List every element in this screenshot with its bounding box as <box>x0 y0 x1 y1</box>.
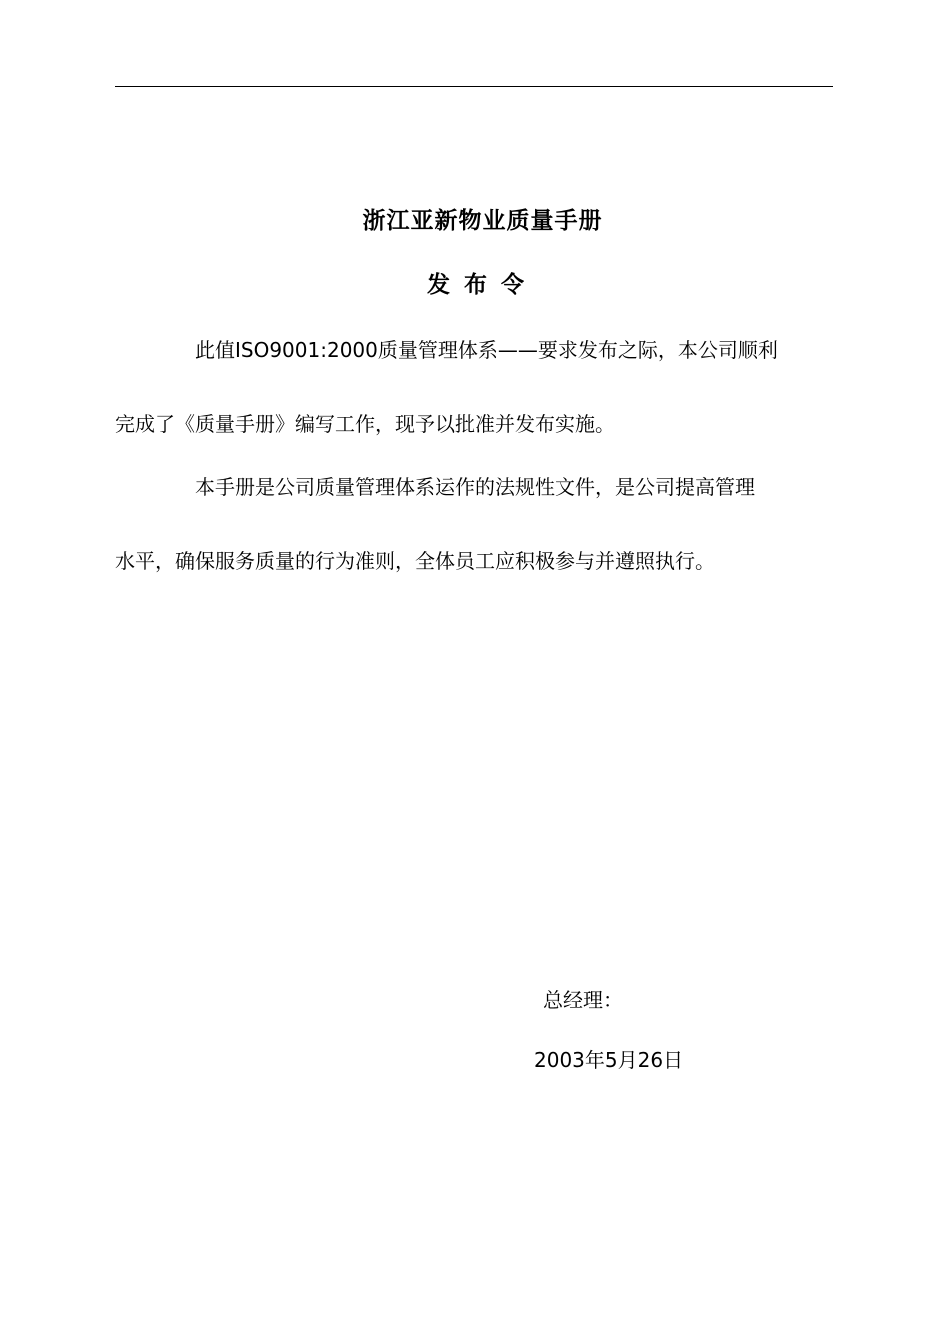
paragraph-1-line-1: 此值ISO9001:2000质量管理体系——要求发布之际，本公司顺利 <box>195 338 778 362</box>
document-title: 浙江亚新物业质量手册 <box>362 208 603 234</box>
header-rule <box>115 86 833 87</box>
paragraph-2-line-1: 本手册是公司质量管理体系运作的法规性文件，是公司提高管理 <box>195 475 755 499</box>
paragraph-1-line-2: 完成了《质量手册》编写工作，现予以批准并发布实施。 <box>115 412 615 436</box>
signing-date: 2003年5月26日 <box>534 1048 684 1072</box>
paragraph-2-line-2: 水平，确保服务质量的行为准则，全体员工应积极参与并遵照执行。 <box>115 549 715 573</box>
document-subtitle: 发布令 <box>427 272 538 298</box>
signer-label: 总经理： <box>543 988 623 1012</box>
